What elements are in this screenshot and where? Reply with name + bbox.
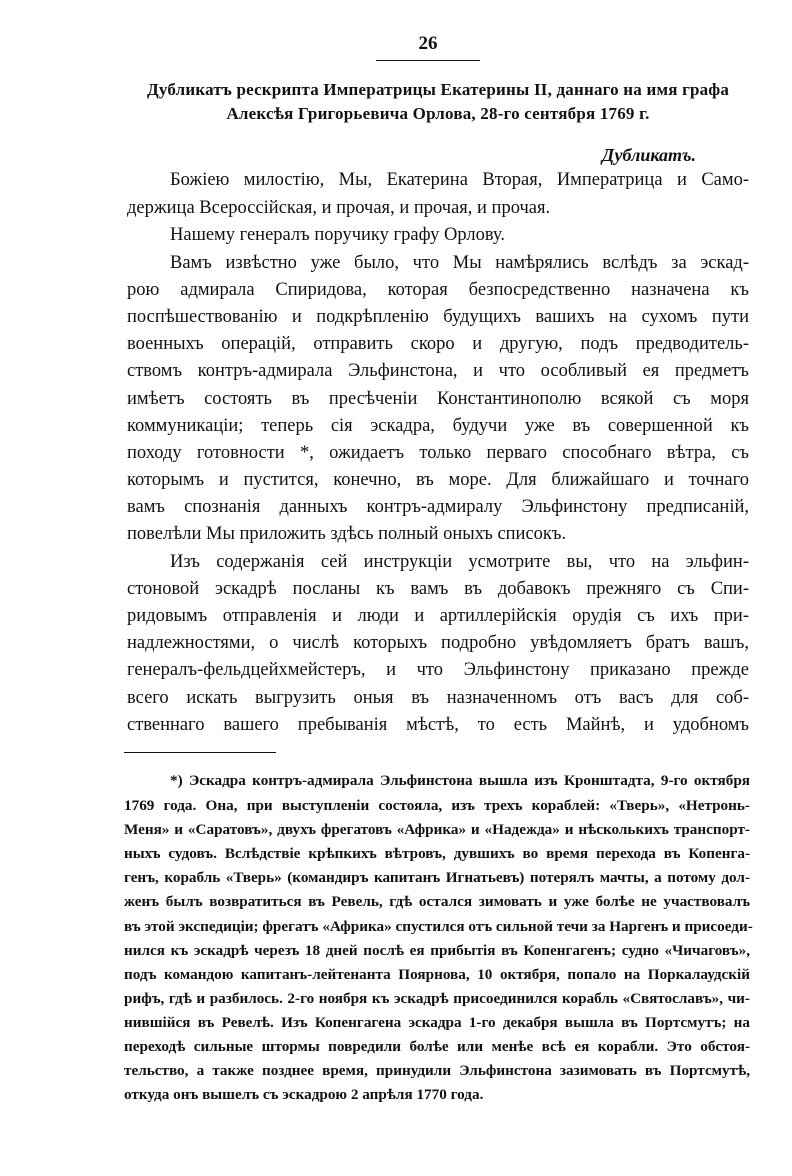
body-line: Божiею милостiю, Мы, Екатерина Вторая, Императрица и Само- (170, 170, 749, 190)
footnote-line: нившiйся въ Ревелѣ. Изъ Копенгагена эскадра 1-го декабря вышла въ Портсмутъ; на (124, 1014, 750, 1031)
footnote-line: нился къ эскадрѣ черезъ 18 дней послѣ ея прибытiя въ Копенгагенъ; судно «Чичаговъ», (124, 942, 750, 959)
body-line: ридовымъ отправленiя и люди и артиллерiйскiя орудiя съ ихъ при- (127, 606, 749, 626)
footnote-line: откуда онъ вышелъ съ эскадрою 2 апрѣля 1770 года. (124, 1086, 484, 1103)
footnote-line: тельство, а также позднее время, принудили Эльфинстона зазимовать въ Портсмутѣ, (124, 1062, 750, 1079)
footnote-line: рифъ, гдѣ и разбилось. 2-го ноября къ эскадрѣ присоединился корабль «Святославъ», чи- (124, 990, 750, 1007)
body-line: Вамъ извѣстно уже было, что Мы намѣрялись вслѣдъ за эскад- (170, 253, 749, 273)
body-line: Изъ содержанiя сей инструкцiи усмотрите вы, что на эльфин- (170, 552, 749, 572)
body-line: Нашему генералъ поручику графу Орлову. (170, 225, 505, 245)
body-line: ствомъ контръ-адмирала Эльфинстона, и что особливый ея предметъ (127, 361, 749, 381)
footnote-line: женъ былъ возвратиться въ Ревель, гдѣ остался зимовать и уже болѣе не участвовалъ (124, 893, 750, 910)
body-line: повелѣли Мы приложить здѣсь полный оныхъ списокъ. (127, 524, 567, 544)
body-line: коммуникацiи; теперь сiя эскадра, будучи уже въ совершенной къ (127, 416, 749, 436)
footnote-line: Меня» и «Саратовъ», двухъ фрегатовъ «Африка» и «Надежда» и нѣсколькихъ транспорт- (124, 821, 750, 838)
body-line: рою адмирала Спиридова, которая безпосредственно назначена къ (127, 280, 749, 300)
document-title-line-2: Алексѣя Григорьевича Орлова, 28-го сентября 1769 г. (226, 104, 650, 123)
body-line: поспѣшествованiю и подкрѣпленiю будущихъ вашихъ на сухомъ пути (127, 307, 749, 327)
body-line: походу готовности *, ожидаетъ только перваго способнаго вѣтра, съ (127, 443, 749, 463)
footnote-line: переходѣ сильные штормы повредили болѣе или менѣе всѣ ея корабли. Это обстоя- (124, 1038, 750, 1055)
footnote-line: въ этой экспедицiи; фрегатъ «Африка» спустился отъ сильной течи за Наргенъ и присоеди- (124, 918, 753, 935)
body-line: всего искать выгрузить оныя въ назначенномъ отъ васъ для соб- (127, 688, 749, 708)
footnote-line: генъ, корабль «Тверь» (командиръ капитанъ Игнатьевъ) потерялъ мачты, а потому дол- (124, 869, 750, 886)
body-line: стоновой эскадрѣ посланы къ вамъ въ добавокъ прежняго съ Спи- (127, 579, 749, 599)
duplicate-label: Дубликатъ. (601, 145, 696, 165)
body-line: держица Всероссiйская, и прочая, и прочая, и прочая. (127, 198, 551, 218)
footnote-divider (124, 752, 276, 753)
body-line: военныхъ операцiй, отправить скоро и другую, подъ предводитель- (127, 334, 749, 354)
document-title-line-1: Дубликатъ рескрипта Императрицы Екатерины II, даннаго на имя графа (146, 80, 730, 99)
body-line: вамъ спознанiя данныхъ контръ-адмиралу Эльфинстону предписанiй, (127, 497, 749, 517)
footnote-line: подъ командою капитанъ-лейтенанта Поярнова, 10 октября, попало на Поркалаудскiй (124, 966, 750, 983)
footnote-line: 1769 года. Она, при выступленiи состояла, изъ трехъ кораблей: «Тверь», «Нетронь- (124, 797, 750, 814)
body-line: имѣетъ состоять въ пресѣченiи Константинополю всякой съ моря (127, 389, 749, 409)
body-line: которымъ и пустится, конечно, въ море. Для ближайшаго и точнаго (127, 470, 749, 490)
page-number-underline (376, 60, 480, 61)
footnote-line: *) Эскадра контръ-адмирала Эльфинстона вышла изъ Кронштадта, 9-го октября (170, 772, 750, 789)
page-number: 26 (418, 33, 438, 54)
footnote-line: ныхъ судовъ. Вслѣдствiе крѣпкихъ вѣтровъ, дувшихъ во время перехода въ Копенга- (124, 845, 750, 862)
body-line: генералъ-фельдцейхмейстеръ, и что Эльфинстону приказано прежде (127, 660, 749, 680)
body-line: ственнаго вашего пребыванiя мѣстѣ, то есть Майнѣ, и удобномъ (127, 715, 749, 735)
body-line: надлежностями, о числѣ которыхъ подробно увѣдомляетъ братъ вашъ, (127, 633, 749, 653)
